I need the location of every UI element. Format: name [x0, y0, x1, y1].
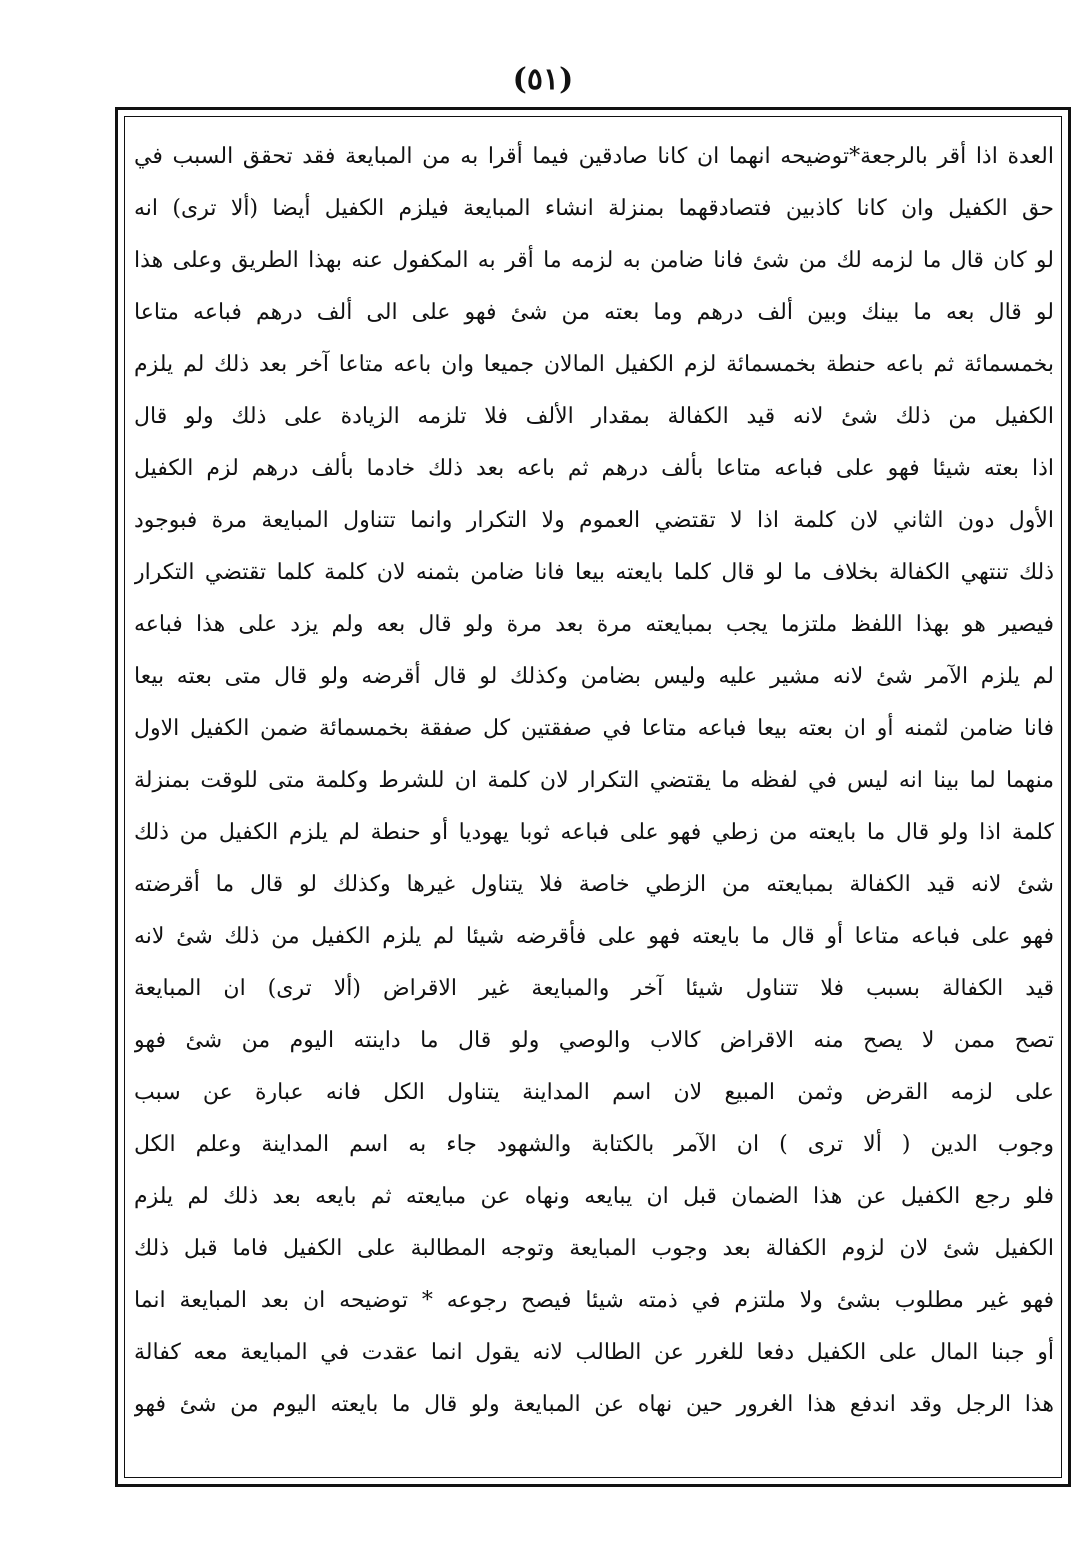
text-line: فلو رجع الكفيل عن هذا الضمان قبل ان يبايعه ونهاه عن مبايعته ثم بايعه بعد ذلك لم يلزم — [134, 1184, 1054, 1209]
text-line: لم يلزم الآمر شئ لانه مشير عليه وليس بضامن وكذلك لو قال أقرضه ولو قال متى بعته بيعا — [134, 664, 1054, 689]
text-line: كلمة اذا ولو قال ما بايعته من زطي فهو على فباعه ثوبا يهوديا أو حنطة لم يلزم الكفيل من ذلك — [134, 820, 1054, 845]
text-line: تصح ممن لا يصح منه الاقراض كالاب والوصي ولو قال ما داينته اليوم من شئ فهو — [134, 1028, 1054, 1053]
text-line: قيد الكفالة بسبب فلا تتناول شيئا آخر والمبايعة غير الاقراض (ألا ترى) ان المبايعة — [134, 976, 1054, 1001]
text-line: اذا بعته شيئا فهو على فباعه متاعا بألف درهم ثم باعه بعد ذلك خادما بألف درهم لزم الكفيل — [134, 456, 1054, 481]
text-line: فانا ضامن لثمنه أو ان بعته بيعا فباعه متاعا في صفقتين كل صفقة بخمسمائة ضمن الكفيل الاول — [134, 716, 1054, 741]
text-line: لو كان قال ما لزمه لك من شئ فانا ضامن به لزمه ما أقر به المكفول عنه بهذا الطريق وعلى هذا — [134, 248, 1054, 273]
text-line: الكفيل من ذلك شئ لانه قيد الكفالة بمقدار الألف فلا تلزمه الزيادة على ذلك ولو قال — [134, 404, 1054, 429]
text-line: ذلك تنتهي الكفالة بخلاف ما لو قال كلما بايعته بيعا فانا ضامن بثمنه لان كلمة كلما تقتضي التكرار — [134, 560, 1054, 585]
text-line: فهو على فباعه متاعا أو قال ما بايعته فهو على فأقرضه شيئا لم يلزم الكفيل من ذلك شئ لانه — [134, 924, 1054, 949]
page-number: (٥١) — [512, 62, 574, 97]
text-line: هذا الرجل وقد اندفع هذا الغرور حين نهاه عن المبايعة ولو قال ما بايعته اليوم من شئ فهو — [134, 1392, 1054, 1417]
text-line: بخمسمائة ثم باعه حنطة بخمسمائة لزم الكفيل المالان جميعا وان باعه متاعا آخر بعد ذلك لم يلزم — [134, 352, 1054, 377]
text-line: الكفيل شئ لان لزوم الكفالة بعد وجوب المبايعة وتوجه المطالبة على الكفيل فاما قبل ذلك — [134, 1236, 1054, 1261]
text-line: منهما لما بينا انه ليس في لفظه ما يقتضي التكرار لان كلمة ان للشرط وكلمة متى للوقت بمنزلة — [134, 768, 1054, 793]
text-line: العدة اذا أقر بالرجعة*توضيحه انهما ان كانا صادقين فيما أقرا به من المبايعة فقد تحقق السبب في — [134, 144, 1054, 169]
text-line: حق الكفيل وان كانا كاذبين فتصادقهما بمنزلة انشاء المبايعة فيلزم الكفيل أيضا (ألا ترى) انه — [134, 196, 1054, 221]
text-line: أو جبنا المال على الكفيل دفعا للغرر عن الطالب لانه يقول انما عقدت في المبايعة معه كفالة — [134, 1340, 1054, 1365]
text-line: الأول دون الثاني لان كلمة اذا لا تقتضي العموم ولا التكرار وانما تتناول المبايعة مرة فبوجود — [134, 508, 1054, 533]
text-line: على لزمه القرض وثمن المبيع لان اسم المداينة يتناول الكل فانه عبارة عن سبب — [134, 1080, 1054, 1105]
text-line: فهو غير مطلوب بشئ ولا ملتزم في ذمته شيئا فيصح رجوعه * توضيحه ان بعد المبايعة انما — [134, 1288, 1054, 1313]
text-line: وجوب الدين ( ألا ترى ) ان الآمر بالكتابة والشهود جاء به اسم المداينة وعلم الكل — [134, 1132, 1054, 1157]
text-line: شئ لانه قيد الكفالة بمبايعته من الزطي خاصة فلا يتناول غيرها وكذلك لو قال ما أقرضته — [134, 872, 1054, 897]
page-text-body — [130, 130, 1058, 1470]
text-line: فيصير هو بهذا اللفظ ملتزما يجب بمبايعته مرة بعد مرة ولو قال بعه ولم يزد على هذا فباعه — [134, 612, 1054, 637]
text-line: لو قال بعه ما بينك وبين ألف درهم وما بعته من شئ فهو على الى ألف درهم فباعه متاعا — [134, 300, 1054, 325]
